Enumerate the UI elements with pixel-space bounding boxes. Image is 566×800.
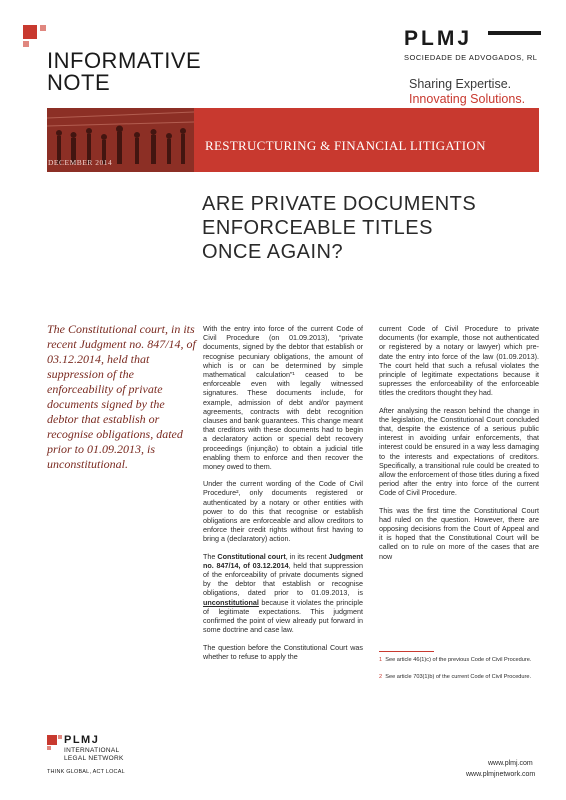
document-type-title [47,50,201,94]
logo-bar [488,31,541,35]
paragraph: The question before the Constitutional Court was whether to refuse to apply the [203,642,363,661]
tagline-line-1: Sharing Expertise. [409,77,512,91]
pull-quote: The Constitutional court, in its recent Judgment no. 847/14, of 03.12.2014, held that suppression of the enforceability of private documents signed by the debtor that establish or recognise obligations, dated prior to 01.09.2013, is unconstitutional. [47,322,196,471]
footnote-2: 2 See article 703(1)b) of the current Code of Civil Procedure. [379,674,532,680]
paragraph: Under the current wording of the Code of Civil Procedure², only documents registered or authenticated by a notary or other entities with power to do this that recognise or establish obligations are enforceable and allow creditors to enforce their credit rights without first having to bring a (declaratory) action. [203,479,363,544]
title-line-1: INFORMATIVE [47,48,202,73]
article-column-2 [379,324,539,569]
paragraph: current Code of Civil Procedure to private documents (for example, those not authenticated or registered by a notary or lawyer) which pre-date the entry into force of the law (01.09.2013). The court held that such a refusal violates the principle of legitimate expectations because it supresses the enforceability of the enforceable titles the creditors thought they had. [379,324,539,398]
article-column-1 [203,324,363,669]
network-slogan: THINK GLOBAL, ACT LOCAL [47,769,125,775]
headline-line-1: ARE PRIVATE DOCUMENTS [202,193,477,215]
practice-area-title: RESTRUCTURING & FINANCIAL LITIGATION [205,138,486,153]
paragraph: After analysing the reason behind the change in the legislation, the Constitutional Court concluded that, despite the existence of a serious public interest in avoiding unfair enforcements, that interest could be ensured in a way less damaging to the interests and expectations of creditors. Specifically, a transitional rule could be created to allow the enforcement of those titles during a fixed period after the entry into force of the current Code of Civil Procedure. [379,405,539,498]
firm-subtitle: SOCIEDADE DE ADVOGADOS, RL [404,53,538,62]
paragraph: This was the first time the Constitutional Court had ruled on the question. However, there are opposing decisions from the Court of Appeal and it is hoped that the Constitutional Court will be called on to rule on more of the cases that are now [379,505,539,561]
headline-line-3: ONCE AGAIN? [202,241,344,263]
footnote-1: 1 See article 46(1)c) of the previous Code of Civil Procedure. [379,657,532,663]
tagline-line-2: Innovating Solutions. [409,92,526,106]
article-headline [202,192,476,264]
website-link[interactable]: www.plmj.com [488,760,533,767]
paragraph: The Constitutional court, in its recent Judgment no. 847/14, of 03.12.2014, held that suppression of the enforceability of private documents signed by the debtor that establish or recognise obligations, dated prior to 01.09.2013, is unconstitutional because it violates the principle of legitimate expectations. This judgment confirmed the point of view already put forward in some doctrine and case law. [203,551,363,635]
issue-date: DECEMBER 2014 [48,158,113,167]
title-line-2: NOTE [47,70,111,95]
firm-logo: PLMJ [404,27,473,50]
network-logo: PLMJ [64,734,100,746]
paragraph: With the entry into force of the current Code of Civil Procedure (on 01.09.2013), “private documents, signed by the debtor that establish or recognise pecuniary obligations, the amount of which is or can be determined by simple mathematical calculation”¹ ceased to be enforceable even with legally witnessed signatures. These documents include, for example, admission of debt and/or payment agreements, contracts with debt recognition clauses and bank guarantees. This change meant that creditors with these documents had to begin a declaratory action or special debt recovery proceedings (injunção) to obtain a judicial title enabling them to enforce and then recover the money owed to them. [203,324,363,472]
network-website-link[interactable]: www.plmjnetwork.com [466,771,536,778]
network-name: INTERNATIONAL LEGAL NETWORK [64,747,124,762]
footnote-divider [379,651,434,652]
headline-line-2: ENFORCEABLE TITLES [202,217,433,239]
